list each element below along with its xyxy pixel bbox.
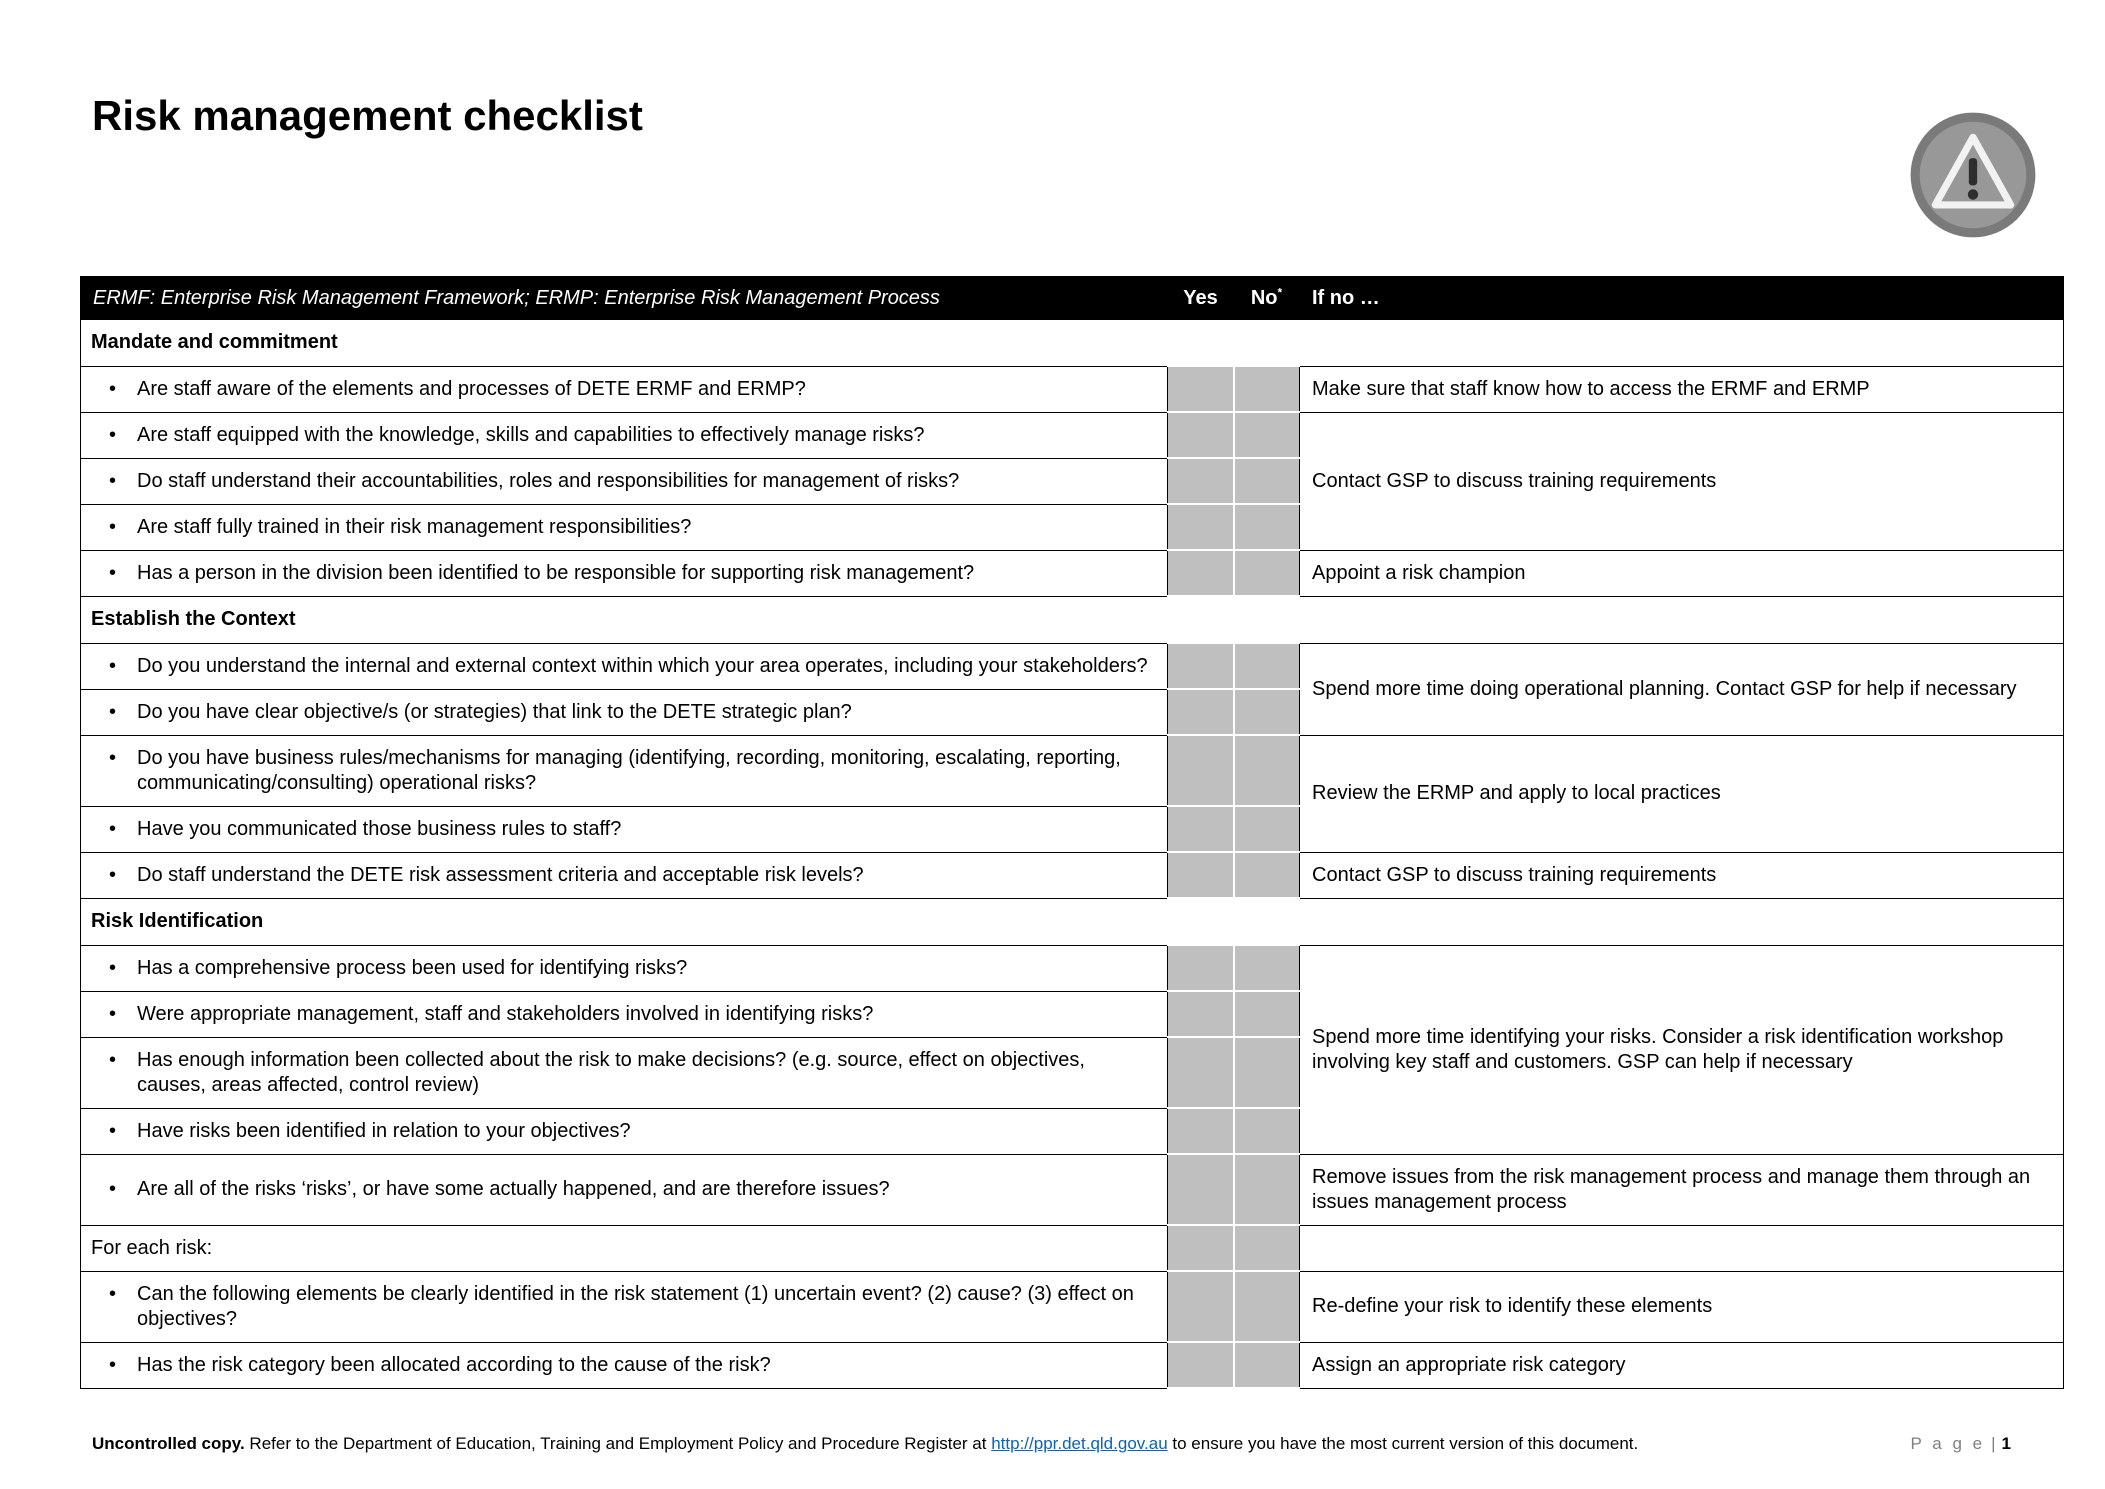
yes-checkbox-cell[interactable] (1168, 643, 1234, 689)
ppr-register-link[interactable]: http://ppr.det.qld.gov.au (991, 1434, 1168, 1453)
yes-checkbox-cell[interactable] (1168, 412, 1234, 458)
bullet-icon: • (109, 515, 117, 538)
question-cell (81, 1037, 1168, 1108)
section-label: Establish the Context (81, 596, 2064, 643)
no-checkbox-cell[interactable] (1234, 945, 1300, 991)
question-row (81, 945, 2064, 991)
question-wrap (107, 1282, 1157, 1332)
page-number-label: P a g e (1910, 1434, 1986, 1453)
no-checkbox-cell[interactable] (1234, 366, 1300, 412)
question-text: Has a comprehensive process been used for identifying risks? (137, 956, 688, 979)
no-checkbox-cell[interactable] (1234, 643, 1300, 689)
question-text: Have risks been identified in relation to your objectives? (137, 1119, 631, 1142)
question-row (81, 1225, 2064, 1271)
question-wrap (107, 469, 1157, 494)
question-row (81, 1271, 2064, 1342)
question-text: Has enough information been collected about the risk to make decisions? (e.g. source, effect on objectives, causes, areas affected, control review) (137, 1048, 1085, 1096)
ifno-action-cell: Make sure that staff know how to access the ERMF and ERMP (1300, 366, 2064, 412)
bullet-icon: • (109, 469, 117, 492)
bullet-icon: • (109, 700, 117, 723)
question-cell (81, 1154, 1168, 1225)
question-cell (81, 412, 1168, 458)
page-number-separator: | (1991, 1434, 1996, 1453)
question-wrap (107, 1002, 1157, 1027)
bullet-icon: • (109, 746, 117, 769)
question-cell (81, 643, 1168, 689)
yes-column-header (1168, 277, 1234, 320)
question-cell (81, 504, 1168, 550)
question-row (81, 1154, 2064, 1225)
bullet-icon: • (109, 817, 117, 840)
ifno-action-cell: Spend more time doing operational planning. Contact GSP for help if necessary (1300, 643, 2064, 735)
question-row (81, 852, 2064, 898)
question-wrap (91, 1236, 1157, 1261)
question-text: Do staff understand the DETE risk assessment criteria and acceptable risk levels? (137, 863, 864, 886)
ifno-action-cell: Assign an appropriate risk category (1300, 1342, 2064, 1388)
question-text: Do you have business rules/mechanisms for managing (identifying, recording, monitoring, escalating, reporting, communicating/consulting) operational risks? (137, 746, 1121, 794)
yes-checkbox-cell[interactable] (1168, 991, 1234, 1037)
question-wrap (107, 817, 1157, 842)
footer-note (80, 1434, 1638, 1454)
question-cell (81, 550, 1168, 596)
no-asterisk: * (1277, 284, 1283, 299)
question-cell (81, 945, 1168, 991)
warning-triangle-svg (1908, 110, 2038, 240)
footer-bold-label: Uncontrolled copy. (92, 1434, 245, 1453)
checklist-body (81, 320, 2064, 1389)
bullet-icon: • (109, 956, 117, 979)
footer-text-post: to ensure you have the most current version of this document. (1167, 1434, 1639, 1453)
bullet-icon: • (109, 654, 117, 677)
yes-checkbox-cell[interactable] (1168, 366, 1234, 412)
no-checkbox-cell[interactable] (1234, 1342, 1300, 1388)
page-footer (80, 1434, 2063, 1454)
question-cell (81, 735, 1168, 806)
question-cell (81, 806, 1168, 852)
question-wrap (107, 1119, 1157, 1144)
question-row (81, 643, 2064, 689)
question-row (81, 735, 2064, 806)
yes-checkbox-cell[interactable] (1168, 806, 1234, 852)
question-cell (81, 991, 1168, 1037)
footer-text-pre: Refer to the Department of Education, Training and Employment Policy and Procedure Register at (244, 1434, 992, 1453)
question-row (81, 550, 2064, 596)
ifno-action-cell: Re-define your risk to identify these elements (1300, 1271, 2064, 1342)
yes-checkbox-cell[interactable] (1168, 1108, 1234, 1154)
question-wrap (107, 1048, 1157, 1098)
no-column-header (1234, 277, 1300, 320)
question-wrap (107, 956, 1157, 981)
no-checkbox-cell[interactable] (1234, 735, 1300, 806)
bullet-icon: • (109, 1048, 117, 1071)
yes-checkbox-cell[interactable] (1168, 1037, 1234, 1108)
page-number-value: 1 (2001, 1434, 2011, 1453)
ifno-column-header: If no … (1300, 277, 2064, 320)
question-wrap (107, 377, 1157, 402)
page-number (1911, 1434, 2063, 1454)
section-row (81, 320, 2064, 367)
question-cell (81, 366, 1168, 412)
yes-checkbox-cell[interactable] (1168, 945, 1234, 991)
question-text: Do you have clear objective/s (or strategies) that link to the DETE strategic plan? (137, 700, 852, 723)
bullet-icon: • (109, 1119, 117, 1142)
bullet-icon: • (109, 1282, 117, 1305)
question-wrap (107, 1353, 1157, 1378)
question-row (81, 366, 2064, 412)
bullet-icon: • (109, 561, 117, 584)
yes-checkbox-cell[interactable] (1168, 550, 1234, 596)
no-checkbox-cell[interactable] (1234, 504, 1300, 550)
ifno-action-cell: Appoint a risk champion (1300, 550, 2064, 596)
question-cell (81, 1342, 1168, 1388)
question-wrap (107, 1177, 1157, 1202)
yes-checkbox-cell[interactable] (1168, 1342, 1234, 1388)
no-checkbox-cell[interactable] (1234, 1225, 1300, 1271)
section-label: Risk Identification (81, 898, 2064, 945)
page-title: Risk management checklist (92, 92, 643, 139)
question-row (81, 1342, 2064, 1388)
question-text: Can the following elements be clearly identified in the risk statement (1) uncertain event? (2) cause? (3) effect on objectives? (137, 1282, 1134, 1330)
yes-checkbox-cell[interactable] (1168, 1154, 1234, 1225)
yes-checkbox-cell[interactable] (1168, 1271, 1234, 1342)
no-checkbox-cell[interactable] (1234, 991, 1300, 1037)
no-checkbox-cell[interactable] (1234, 1037, 1300, 1108)
yes-checkbox-cell[interactable] (1168, 458, 1234, 504)
ifno-action-cell: Contact GSP to discuss training requirements (1300, 412, 2064, 550)
question-wrap (107, 700, 1157, 725)
table-header-row (81, 277, 2064, 320)
question-wrap (107, 423, 1157, 448)
section-label: Mandate and commitment (81, 320, 2064, 367)
question-cell (81, 689, 1168, 735)
question-text: Do staff understand their accountabilities, roles and responsibilities for management of risks? (137, 469, 960, 492)
legend-header: ERMF: Enterprise Risk Management Framework; ERMP: Enterprise Risk Management Process (81, 277, 1168, 320)
ifno-action-cell: Spend more time identifying your risks. Consider a risk identification workshop involving key staff and customers. GSP can help if necessary (1300, 945, 2064, 1154)
yes-checkbox-cell[interactable] (1168, 1225, 1234, 1271)
question-row (81, 412, 2064, 458)
no-checkbox-cell[interactable] (1234, 1271, 1300, 1342)
ifno-action-cell: Remove issues from the risk management process and manage them through an issues management process (1300, 1154, 2064, 1225)
no-checkbox-cell[interactable] (1234, 412, 1300, 458)
bullet-icon: • (109, 423, 117, 446)
section-row (81, 596, 2064, 643)
ifno-action-cell: Contact GSP to discuss training requirements (1300, 852, 2064, 898)
question-text: Were appropriate management, staff and stakeholders involved in identifying risks? (137, 1002, 874, 1025)
ifno-action-cell (1300, 1225, 2064, 1271)
no-checkbox-cell[interactable] (1234, 1108, 1300, 1154)
question-wrap (107, 654, 1157, 679)
question-cell (81, 1271, 1168, 1342)
no-checkbox-cell[interactable] (1234, 852, 1300, 898)
yes-checkbox-cell[interactable] (1168, 735, 1234, 806)
question-cell (81, 1108, 1168, 1154)
question-text: Has the risk category been allocated according to the cause of the risk? (137, 1353, 771, 1376)
section-row (81, 898, 2064, 945)
no-checkbox-cell[interactable] (1234, 458, 1300, 504)
no-checkbox-cell[interactable] (1234, 689, 1300, 735)
warning-triangle-icon (1908, 110, 2038, 240)
no-checkbox-cell[interactable] (1234, 806, 1300, 852)
question-text: Are staff fully trained in their risk management responsibilities? (137, 515, 692, 538)
question-text: Has a person in the division been identified to be responsible for supporting risk management? (137, 561, 975, 584)
question-wrap (107, 561, 1157, 586)
yes-checkbox-cell[interactable] (1168, 504, 1234, 550)
question-cell (81, 852, 1168, 898)
yes-header-label: Yes (1183, 286, 1218, 309)
ifno-action-cell: Review the ERMP and apply to local practices (1300, 735, 2064, 852)
question-cell (81, 458, 1168, 504)
bullet-icon: • (109, 863, 117, 886)
question-text: Do you understand the internal and external context within which your area operates, including your stakeholders? (137, 654, 1148, 677)
checklist-table (80, 276, 2064, 1389)
bullet-icon: • (109, 1178, 117, 1200)
no-header-label: No (1250, 286, 1278, 309)
bullet-icon: • (109, 1353, 117, 1376)
yes-checkbox-cell[interactable] (1168, 852, 1234, 898)
question-cell (81, 1225, 1168, 1271)
no-checkbox-cell[interactable] (1234, 550, 1300, 596)
bullet-icon: • (109, 1002, 117, 1025)
question-wrap (107, 746, 1157, 796)
question-text: Are staff aware of the elements and processes of DETE ERMF and ERMP? (137, 377, 806, 400)
bullet-icon: • (109, 377, 117, 400)
question-text: Have you communicated those business rules to staff? (137, 817, 622, 840)
question-wrap (107, 863, 1157, 888)
no-checkbox-cell[interactable] (1234, 1154, 1300, 1225)
question-text: Are all of the risks ‘risks’, or have some actually happened, and are therefore issues? (137, 1178, 890, 1200)
question-text: Are staff equipped with the knowledge, skills and capabilities to effectively manage risks? (137, 423, 925, 446)
question-text: For each risk: (91, 1236, 213, 1259)
yes-checkbox-cell[interactable] (1168, 689, 1234, 735)
question-wrap (107, 515, 1157, 540)
